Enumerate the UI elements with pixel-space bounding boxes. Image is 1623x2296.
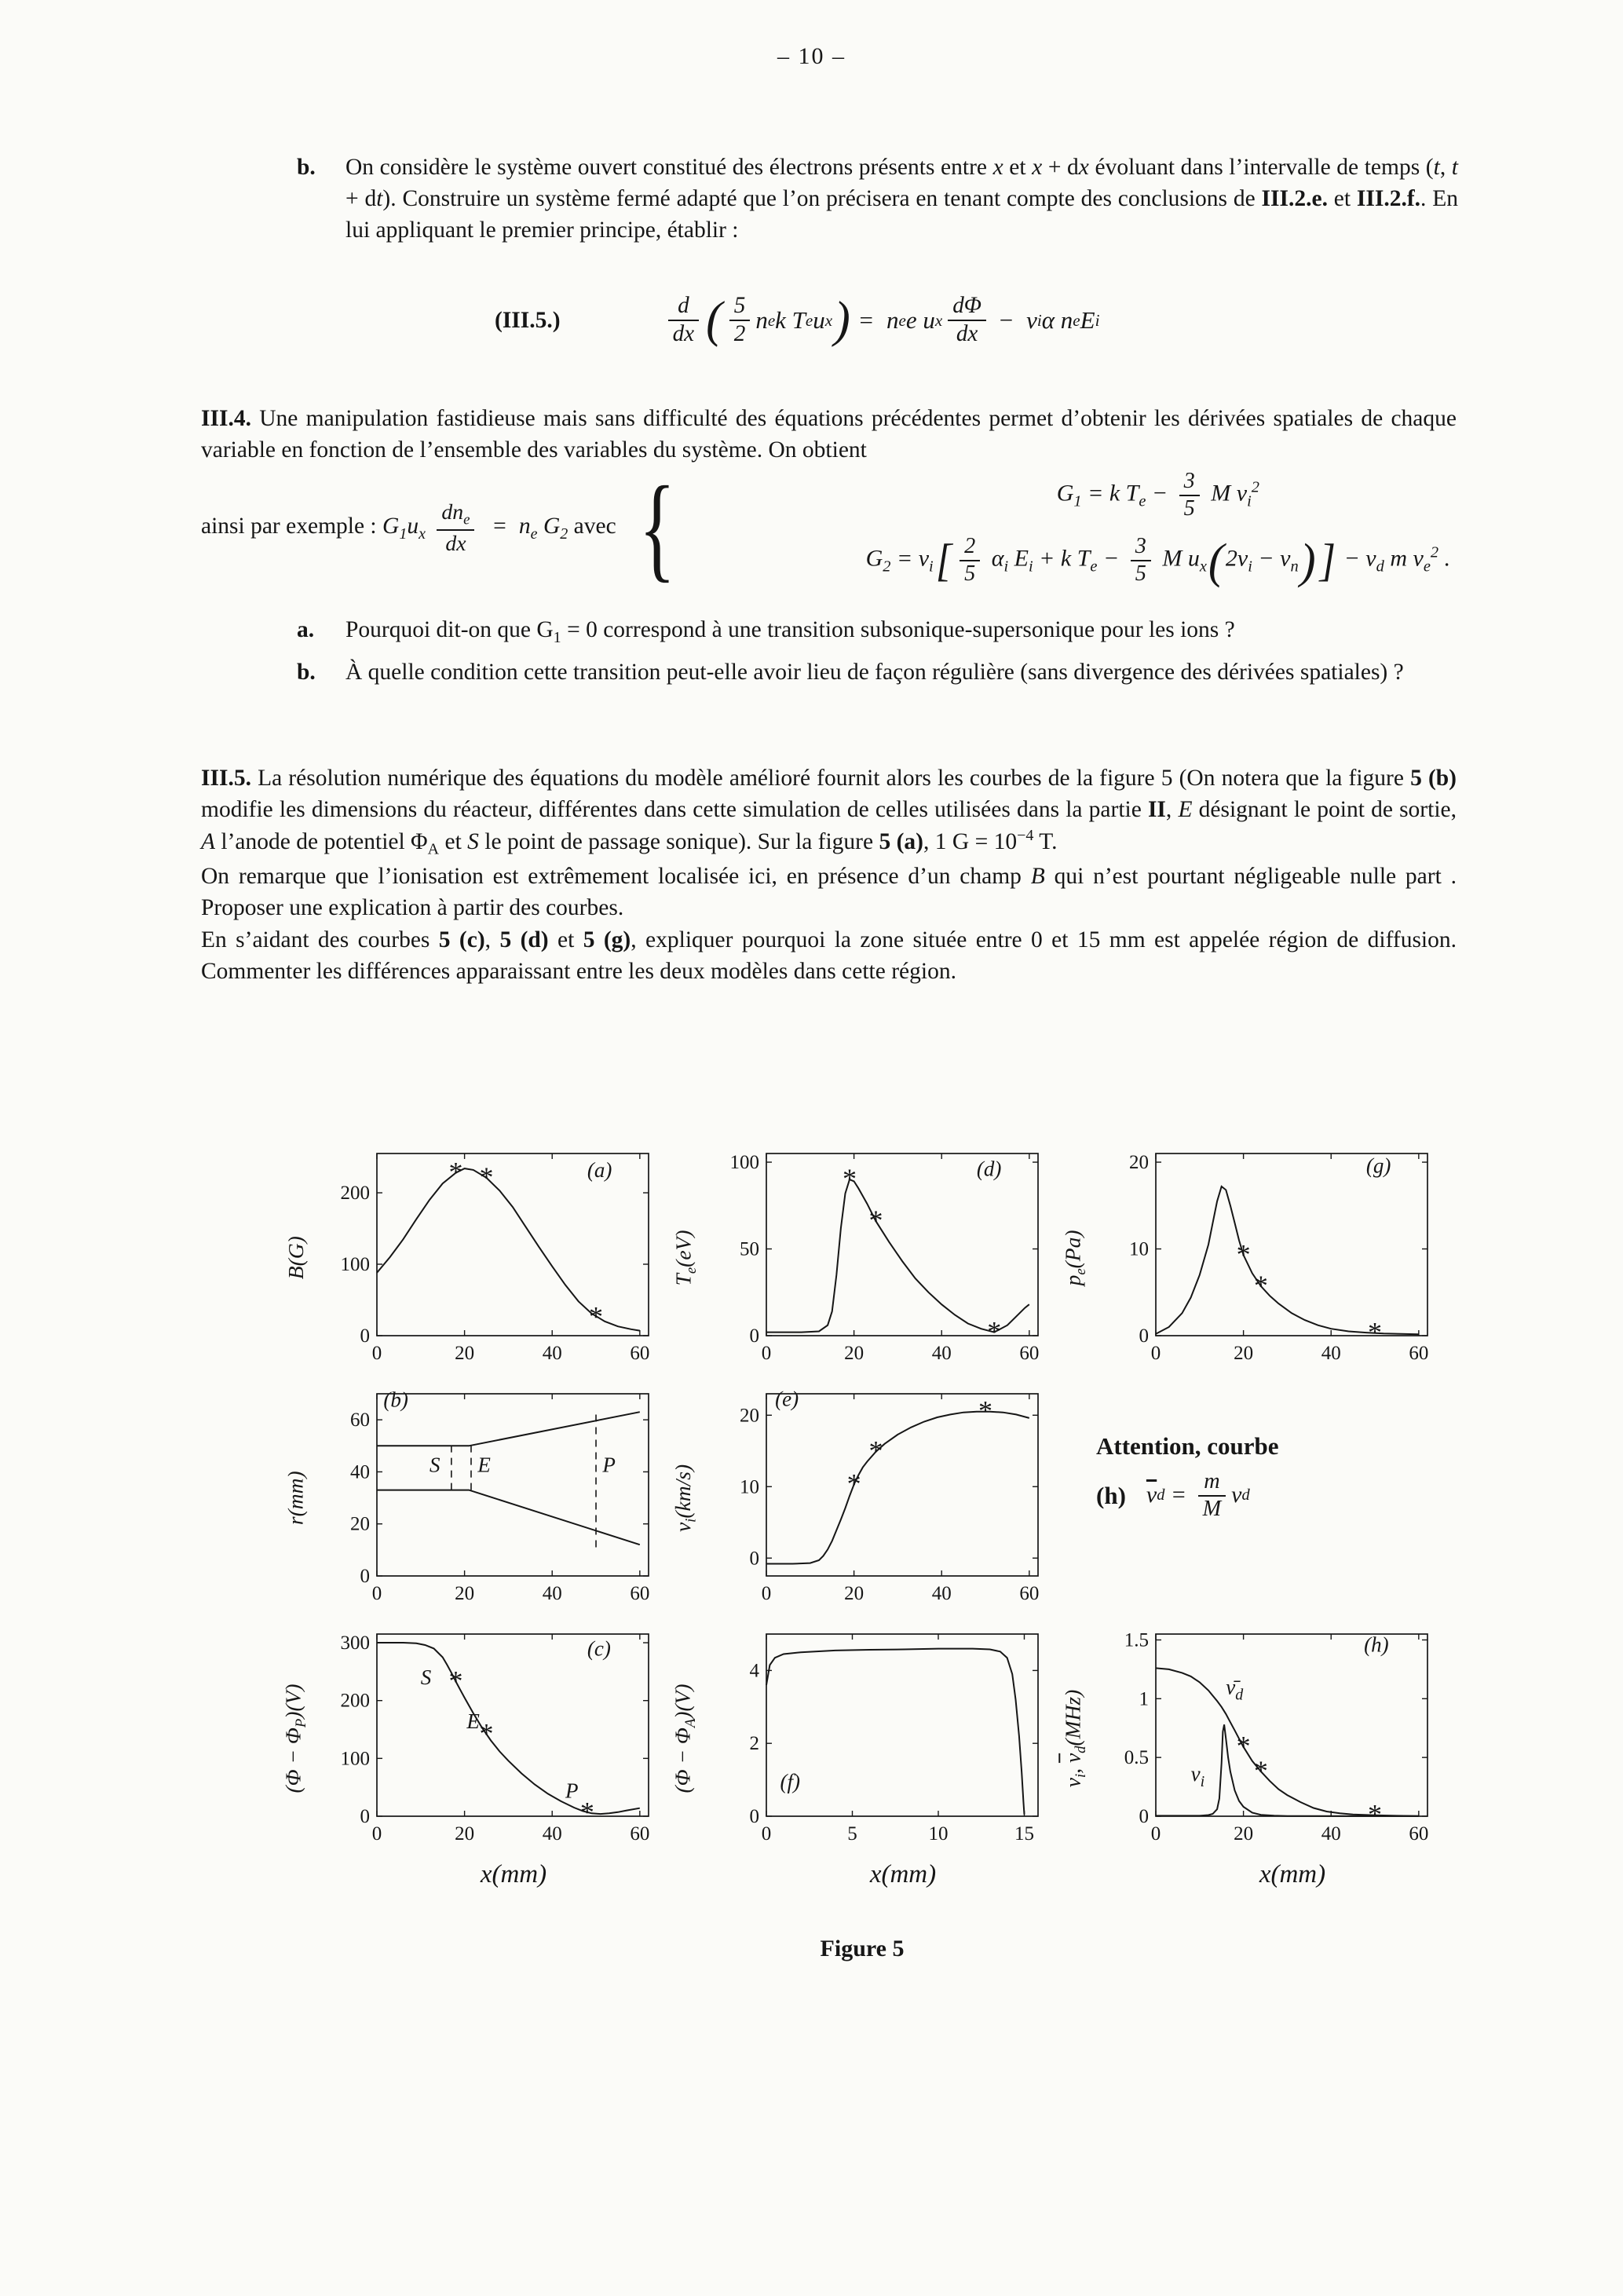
figure-cell-a	[276, 1144, 663, 1372]
svg-text:*: *	[846, 1468, 861, 1500]
svg-text:20: 20	[350, 1513, 370, 1535]
svg-text:0: 0	[761, 1582, 772, 1604]
svg-text:20: 20	[740, 1405, 759, 1427]
svg-text:40: 40	[542, 1823, 562, 1844]
svg-text:*: *	[1236, 1730, 1251, 1762]
svg-text:10: 10	[1129, 1238, 1149, 1260]
item-label-b1: b.	[297, 154, 316, 180]
y-axis-label-h: $\nu_i$, $\overline{\nu}_d(MHz)$	[1060, 1689, 1089, 1788]
svg-text:*: *	[1368, 1798, 1383, 1830]
y-axis-label-e: $v_i(km/s)$	[671, 1464, 700, 1532]
svg-text:0: 0	[749, 1325, 759, 1347]
svg-text:νi: $\nu_i$	[1190, 1761, 1205, 1790]
svg-text:20: 20	[455, 1823, 475, 1844]
figure-caption: Figure 5	[820, 1935, 905, 1961]
attention-equation: $\overline{\nu}$ d = $\frac{m}{M}$ ν d	[1146, 1468, 1250, 1521]
svg-text:E: E	[477, 1453, 491, 1477]
subplot-svg-f	[704, 1625, 1049, 1852]
svg-text:0: 0	[371, 1823, 382, 1844]
figure-cell-h	[1055, 1625, 1442, 1892]
svg-text:0: 0	[1139, 1325, 1149, 1347]
y-axis-label-b: r(mm)	[283, 1471, 308, 1526]
item-text-b1: On considère le système ouvert constitué des électrons présents entre x et x + dx évoluant dans l’intervalle de temps (t, t + dt). Construire un système fermé adapté que l’on précisera en tenant compte des conclusions de III.2.e. et III.2.f.. En lui appliquant le premier principe, établir :	[345, 154, 1458, 243]
item-label-b2: b.	[297, 660, 316, 686]
x-axis-label-c: x(mm)	[480, 1859, 547, 1888]
figure-cell-g	[1055, 1144, 1442, 1372]
svg-text:*: *	[1253, 1754, 1268, 1786]
svg-text:(e): (e)	[775, 1387, 799, 1411]
svg-text:20: 20	[1234, 1823, 1254, 1844]
svg-text:*: *	[987, 1315, 1002, 1347]
svg-text:(g): (g)	[1365, 1153, 1391, 1178]
svg-text:S: S	[429, 1453, 440, 1477]
svg-text:40: 40	[931, 1582, 952, 1604]
svg-text:(f): (f)	[780, 1769, 801, 1793]
svg-text:40: 40	[542, 1582, 562, 1604]
svg-text:*: *	[978, 1395, 993, 1427]
x-axis-label-h: x(mm)	[1259, 1859, 1326, 1888]
question-item-a	[297, 614, 1458, 649]
subplot-f	[666, 1625, 1052, 1852]
svg-text:(b): (b)	[383, 1387, 408, 1412]
paragraph-iii5-2: On remarque que l’ionisation est extrêmement localisée ici, en présence d’un champ B qui n’est pourtant négligeable nulle part . Proposer une explication à partir des courbes.	[201, 864, 1457, 921]
svg-text:15: 15	[1014, 1823, 1034, 1844]
figure-cell-d	[666, 1144, 1052, 1372]
equation-iii5	[495, 291, 1623, 348]
equation-body: $\frac{d}{dx}$ ( $\frac{5}{2}$ n e k T e u x ) = n e e u x $\frac{d\Phi}{dx}$ − ν i α n e E i	[663, 294, 1100, 345]
page-number: – 10 –	[777, 43, 846, 69]
svg-text:60: 60	[1019, 1582, 1040, 1604]
svg-text:60: 60	[630, 1823, 650, 1844]
subplot-svg-e	[704, 1384, 1049, 1612]
svg-text:5: 5	[847, 1823, 857, 1844]
svg-text:(c): (c)	[587, 1636, 611, 1661]
svg-text:0: 0	[1150, 1823, 1161, 1844]
svg-text:60: 60	[350, 1409, 370, 1431]
equation-system-g	[201, 462, 1623, 594]
subplot-svg-b	[314, 1384, 660, 1612]
y-axis-label-f: $(\Phi - \Phi_A)(V)$	[671, 1684, 700, 1793]
svg-text:0: 0	[1150, 1342, 1161, 1364]
figure5	[276, 1144, 1448, 1965]
svg-text:20: 20	[844, 1582, 865, 1604]
svg-text:0: 0	[749, 1548, 759, 1570]
svg-text:*: *	[479, 1161, 494, 1193]
figure-cell-f	[666, 1625, 1052, 1892]
question-item-b1	[297, 152, 1458, 246]
paragraph-iii4: III.4. Une manipulation fastidieuse mais sans difficulté des équations précédentes permet d’obtenir les dérivées spatiales de chaque variable en fonction de l’ensemble des variables du système. On obtient	[201, 405, 1457, 462]
svg-text:60: 60	[1409, 1342, 1429, 1364]
svg-text:P: P	[602, 1453, 616, 1477]
svg-text:40: 40	[542, 1342, 562, 1364]
svg-text:P: P	[565, 1779, 579, 1803]
svg-text:0: 0	[1139, 1805, 1149, 1827]
svg-text:*: *	[479, 1717, 494, 1749]
subplot-e	[666, 1384, 1052, 1612]
svg-text:0: 0	[371, 1582, 382, 1604]
figure-cell-c	[276, 1625, 663, 1892]
paragraph-iii5-1: III.5. La résolution numérique des équations du modèle amélioré fournit alors les courbes de la figure 5 (On notera que la figure 5 (b) modifie les dimensions du réacteur, différentes dans cette simulation de celles utilisées dans la partie II, E désignant le point de sortie, A l’anode de potentiel $\Phi_A$ et S le point de passage sonique). Sur la figure 5 (a), 1 $G = 10^{-4}$ T.	[201, 766, 1457, 859]
figure-cell-e	[666, 1384, 1052, 1612]
svg-text:200: 200	[340, 1690, 370, 1712]
y-axis-label-a: B(G)	[283, 1236, 308, 1280]
equation-stack	[693, 470, 1623, 586]
subplot-svg-c	[314, 1625, 660, 1852]
attention-note	[1055, 1384, 1442, 1612]
subplot-h	[1055, 1625, 1442, 1852]
question-item-b2	[297, 656, 1458, 688]
svg-text:200: 200	[340, 1182, 370, 1204]
svg-text:300: 300	[340, 1632, 370, 1654]
subplot-svg-d	[704, 1144, 1049, 1372]
svg-text:20: 20	[1234, 1342, 1254, 1364]
svg-text:60: 60	[1019, 1342, 1040, 1364]
equation-g2: $G_2 = \nu_i$[ $\frac{2}{5}$ $\alpha_i$ $E_i + k$ $T_e$ − $\frac{3}{5}$ M $u_x(2v_i - v_n)] - \nu_d$ m $v_e^2$ .	[865, 533, 1451, 588]
paragraph-iii5-3: En s’aidant des courbes 5 (c), 5 (d) et 5 (g), expliquer pourquoi la zone située entre 0 et 15 mm est appelée région de diffusion. Commenter les différences apparaissant entre les deux modèles dans cette région.	[201, 927, 1457, 984]
svg-text:*: *	[868, 1435, 883, 1467]
item-text-b2: À quelle condition cette transition peut-elle avoir lieu de façon régulière (sans divergence des dérivées spatiales) ?	[345, 660, 1404, 686]
y-axis-label-g: $p_e(Pa)$	[1060, 1230, 1089, 1286]
attention-h-label: (h)	[1096, 1481, 1126, 1509]
item-text-a: Pourquoi dit-on que $G_1 = 0$ correspond à une transition subsonique-supersonique pour les ions ?	[345, 616, 1235, 646]
svg-text:0: 0	[761, 1342, 772, 1364]
svg-text:*: *	[448, 1156, 463, 1188]
svg-text:0: 0	[360, 1805, 370, 1827]
x-axis-label-f: x(mm)	[869, 1859, 937, 1888]
subplot-g	[1055, 1144, 1442, 1372]
svg-text:*: *	[843, 1162, 857, 1194]
system-brace: {	[638, 462, 676, 594]
subplot-a	[276, 1144, 663, 1372]
svg-text:60: 60	[1409, 1823, 1429, 1844]
svg-text:*: *	[589, 1300, 604, 1333]
subplot-c	[276, 1625, 663, 1852]
figure-cell-b	[276, 1384, 663, 1612]
svg-text:100: 100	[340, 1748, 370, 1770]
svg-text:E: E	[466, 1709, 480, 1733]
svg-text:0: 0	[360, 1565, 370, 1587]
svg-text:*: *	[1253, 1269, 1268, 1301]
subplot-svg-h	[1093, 1625, 1438, 1852]
svg-text:0.5: 0.5	[1124, 1746, 1149, 1768]
y-axis-label-c: $(\Phi - \Phi_P)(V)$	[281, 1684, 310, 1793]
subplot-svg-a	[314, 1144, 660, 1372]
attention-title: Attention, courbe	[1096, 1431, 1279, 1460]
svg-text:(a): (a)	[587, 1157, 612, 1182]
svg-text:*: *	[448, 1665, 463, 1697]
svg-text:20: 20	[1129, 1151, 1149, 1173]
svg-text:100: 100	[340, 1253, 370, 1275]
equation-example: ainsi par exemple : $G_1u_x$ $\frac{dn_e}{dx}$ = $n_e$ $G_2$ avec	[201, 499, 616, 556]
svg-text:10: 10	[928, 1823, 949, 1844]
svg-text:1: 1	[1139, 1688, 1149, 1710]
svg-text:40: 40	[1321, 1342, 1341, 1364]
y-axis-label-d: $T_e(eV)$	[671, 1230, 700, 1286]
svg-text:100: 100	[729, 1151, 759, 1173]
svg-text:40: 40	[350, 1461, 370, 1483]
svg-text:(h): (h)	[1364, 1632, 1389, 1657]
svg-text:10: 10	[740, 1476, 759, 1498]
svg-text:*: *	[868, 1204, 883, 1236]
subplot-d	[666, 1144, 1052, 1372]
svg-text:*: *	[1236, 1238, 1251, 1270]
svg-text:*: *	[1368, 1316, 1383, 1348]
svg-text:50: 50	[740, 1238, 759, 1260]
item-label-a: a.	[297, 616, 315, 642]
svg-text:2: 2	[749, 1732, 759, 1754]
svg-text:0: 0	[371, 1342, 382, 1364]
svg-text:20: 20	[455, 1342, 475, 1364]
svg-text:1.5: 1.5	[1124, 1629, 1149, 1651]
svg-text:S: S	[420, 1665, 432, 1689]
svg-text:*: *	[579, 1796, 594, 1828]
subplot-svg-g	[1093, 1144, 1438, 1372]
svg-text:40: 40	[931, 1342, 952, 1364]
svg-text:(d): (d)	[976, 1157, 1002, 1181]
subplot-b	[276, 1384, 663, 1612]
figure5-grid	[276, 1144, 1448, 1892]
svg-text:0: 0	[360, 1325, 370, 1347]
svg-text:60: 60	[630, 1582, 650, 1604]
svg-text:20: 20	[455, 1582, 475, 1604]
attention-line2	[1096, 1468, 1442, 1521]
svg-text:60: 60	[630, 1342, 650, 1364]
equation-tag: (III.5.)	[495, 307, 561, 333]
svg-text:ν̄d: $\nū_d$	[1226, 1675, 1244, 1704]
svg-text:0: 0	[749, 1805, 759, 1827]
svg-text:0: 0	[761, 1823, 772, 1844]
svg-text:40: 40	[1321, 1823, 1341, 1844]
svg-text:4: 4	[749, 1660, 759, 1682]
svg-text:20: 20	[844, 1342, 865, 1364]
equation-g1: $G_1 = k$ $T_e$ − $\frac{3}{5}$ M $v_i^2$	[1056, 468, 1259, 521]
